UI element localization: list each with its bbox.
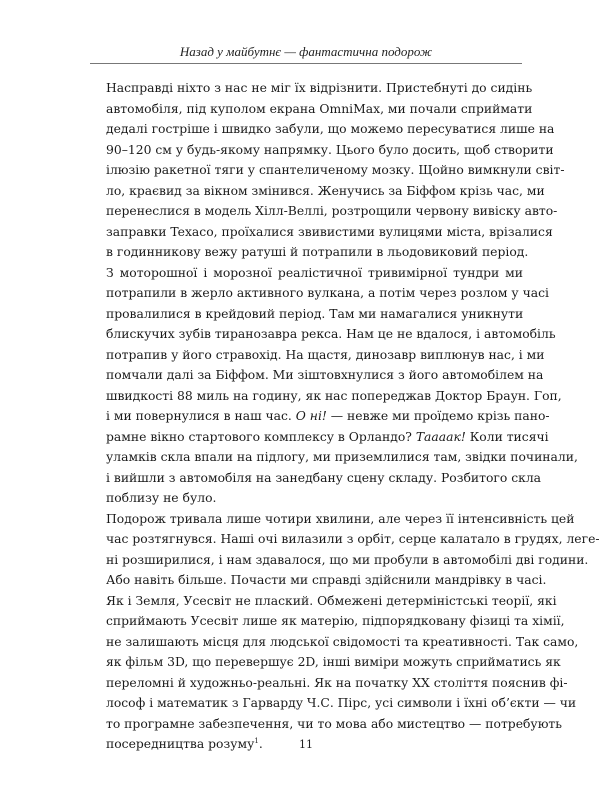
- running-header: Назад у майбутнє — фантастична подорож: [179, 44, 433, 59]
- text-line: поблизу не було.: [106, 491, 217, 505]
- text-segment: .: [258, 737, 263, 751]
- text-line: ні розширилися, і нам здавалося, що ми пробули в автомобілі дві години.: [106, 552, 589, 567]
- text-line: не залишають місця для людської свідомості та креативності. Так само,: [106, 634, 579, 649]
- text-line: уламків скла впали на підлогу, ми приземлилися там, звідки починали,: [106, 450, 578, 464]
- text-line: блискучих зубів тиранозавра рекса. Нам це не вдалося, і автомобіль: [106, 327, 556, 341]
- paragraph-1: [90, 78, 565, 263]
- text-segment: і ми повернулися в наш час.: [106, 409, 296, 423]
- page-number: 11: [299, 738, 313, 751]
- text-line: 90–120 см у будь-якому напрямку. Цього було досить, щоб створити: [106, 142, 554, 157]
- text-line: перенеслися в модель Хілл-Веллі, розтрощили червону вивіску авто-: [106, 204, 558, 218]
- text-line: ло, краєвид за вікном змінився. Женучись за Біффом крізь час, ми: [106, 183, 545, 198]
- emphasis-exclamation: Таааак!: [415, 429, 466, 444]
- text-line: в годинникову вежу ратуші й потрапили в льодовиковий період.: [106, 245, 529, 259]
- paragraph-3: [90, 509, 600, 591]
- text-line: час розтягнувся. Наші очі вилазили з орбіт, серце калатало в грудях, леге-: [106, 532, 600, 546]
- text-line: Насправді ніхто з нас не міг їх відрізнити. Пристебнуті до сидінь: [106, 81, 533, 95]
- body-text: [90, 78, 600, 755]
- text-line: Як і Земля, Усесвіт не плаский. Обмежені детерміністські теорії, які: [106, 593, 557, 608]
- text-line: дедалі гостріше і швидко забули, що можемо пересуватися лише на: [106, 122, 555, 136]
- text-line: потрапив у його стравохід. На щастя, динозавр виплюнув нас, і ми: [106, 347, 545, 362]
- text-line: Подорож тривала лише чотири хвилини, але через її інтенсивність цей: [106, 511, 575, 526]
- text-line: лософ і математик з Гарварду Ч.С. Пірс, усі символи і їхні об’єкти — чи: [106, 696, 577, 710]
- paragraph-4: [90, 591, 579, 755]
- text-segment: Коли тисячі: [465, 429, 549, 444]
- text-line-with-emphasis: [90, 427, 549, 448]
- text-line: ілюзію ракетної тяги у спантеличеному мозку. Щойно вимкнули світ-: [106, 163, 565, 177]
- text-segment: — невже ми проїдемо крізь пано-: [326, 409, 550, 423]
- emphasis-exclamation: О ні!: [295, 409, 327, 423]
- text-line-with-emphasis: [90, 406, 550, 427]
- text-line: автомобіля, під куполом екрана OmniMax, ми почали сприймати: [106, 101, 533, 116]
- text-segment: посередництва розуму: [106, 737, 255, 751]
- text-line: потрапили в жерло активного вулкана, а потім через розлом у часі: [106, 286, 549, 300]
- text-line: провалилися в крейдовий період. Там ми намагалися уникнути: [106, 306, 524, 321]
- text-line: сприймають Усесвіт лише як матерію, підпорядковану фізиці та хімії,: [106, 614, 565, 628]
- text-line: помчали далі за Біффом. Ми зіштовхнулися з його автомобілем на: [106, 368, 544, 382]
- text-line: переломні й художньо-реальні. Як на початку XX століття пояснив фі-: [106, 675, 568, 690]
- text-line: як фільм 3D, що перевершує 2D, інші виміри можуть сприйматись як: [106, 655, 561, 669]
- footnote-marker[interactable]: 1: [254, 736, 259, 745]
- text-line: швидкості 88 миль на годину, як нас попереджав Доктор Браун. Гоп,: [106, 388, 562, 403]
- text-segment: рамне вікно стартового комплексу в Орландо?: [106, 429, 416, 444]
- paragraph-2: [90, 263, 578, 509]
- text-line: Або навіть більше. Почасти ми справді здійснили мандрівку в часі.: [106, 573, 547, 587]
- text-line: і вийшли з автомобіля на занедбану сцену складу. Розбитого скла: [106, 470, 542, 485]
- header-divider: [90, 63, 522, 64]
- text-line: З моторошної і морозної реалістичної тривимірної тундри ми: [106, 265, 523, 280]
- text-line: заправки Texaco, проїхалися звивистими вулицями міста, врізалися: [106, 224, 553, 239]
- text-line: то програмне забезпечення, чи то мова або мистецтво — потребують: [106, 716, 562, 731]
